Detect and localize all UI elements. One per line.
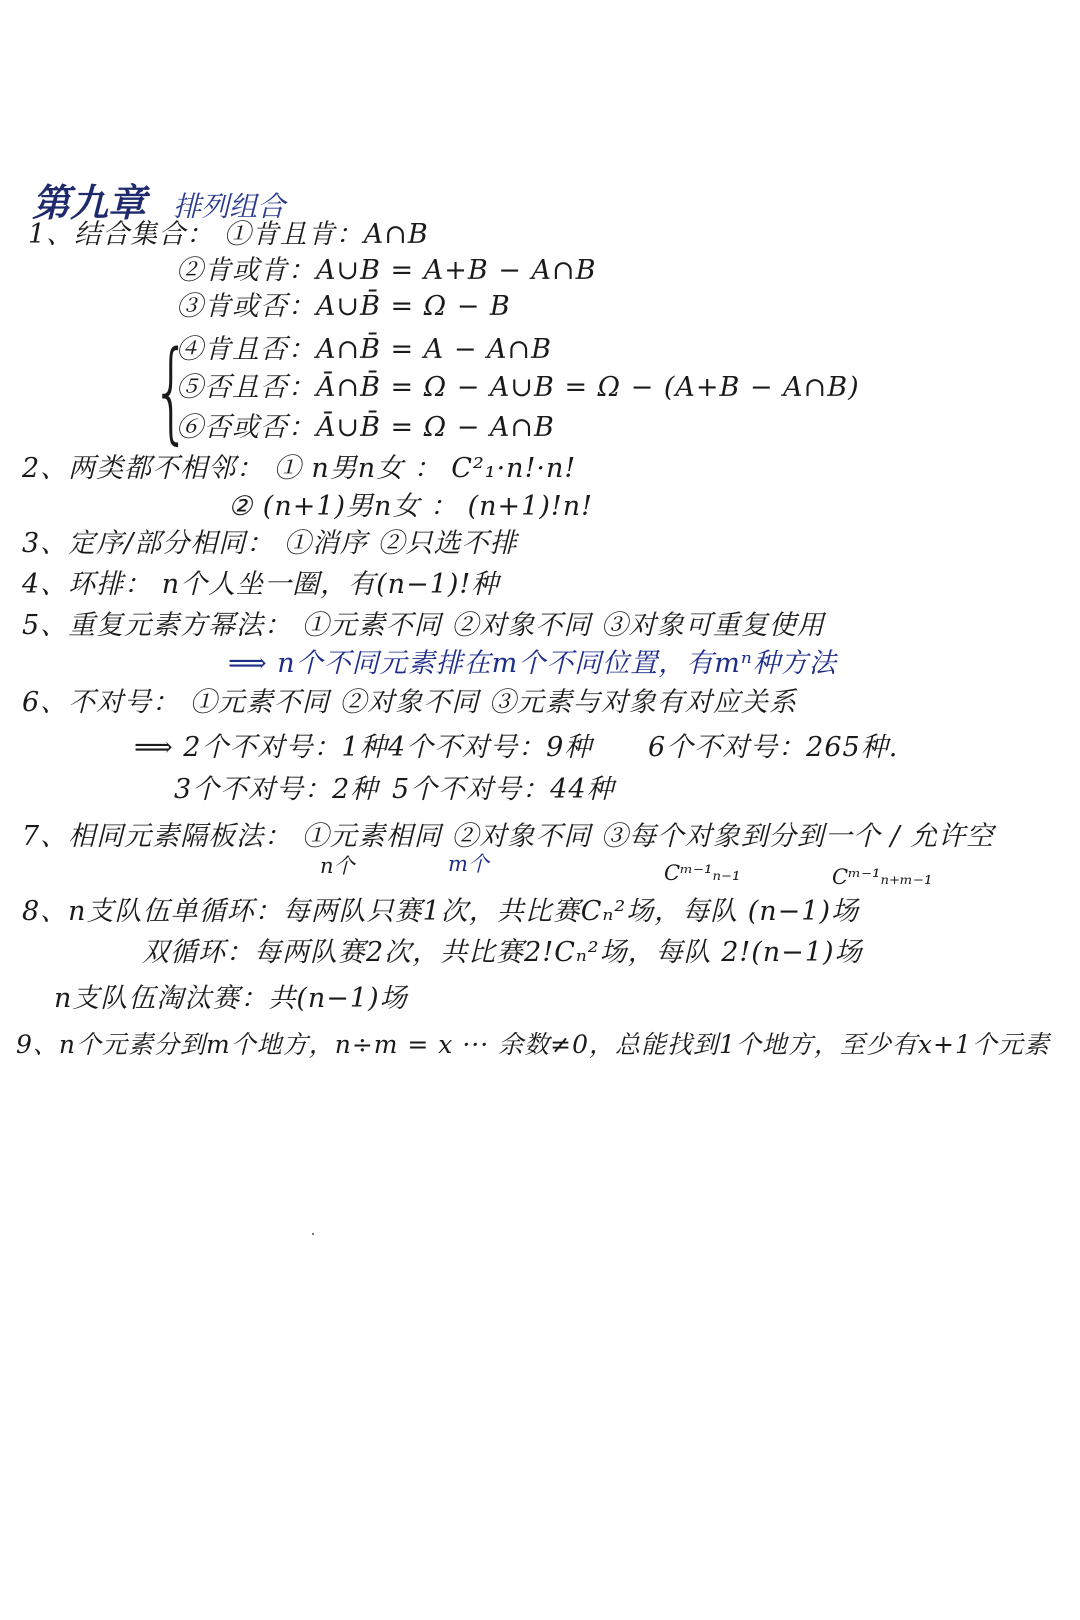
note-line-20: 9、n个元素分到m个地方，n÷m = x ··· 余数≠0，总能找到1个地方，至少有x+1个元素 [16,1030,1050,1059]
note-line-9: 3、定序/部分相同： ①消序 ②只选不排 [22,528,518,559]
note-line-18: 双循环：每两队赛2次，共比赛2!Cₙ²场，每队 2!(n−1)场 [142,937,863,968]
note-line-5: ⑤否且否：Ā∩B̄ = Ω − A∪B = Ω − (A+B − A∩B) [176,372,860,403]
chapter-number: 第九章 [32,180,147,225]
note-line-15b: 5个不对号：44种 [392,774,615,805]
note-line-3: ③肯或否：A∪B̄ = Ω − B [176,291,511,322]
note-line-14b: 4个不对号：9种 [388,732,593,763]
note-line-12: ⟹ n个不同元素排在m个不同位置，有mⁿ种方法 [228,648,837,679]
note-line-13: 6、不对号： ①元素不同 ②对象不同 ③元素与对象有对应关系 [22,687,797,718]
annotation-formula-allow-empty: Cᵐ⁻¹ₙ₊ₘ₋₁ [832,865,933,889]
note-line-6: ⑥否或否：Ā∪B̄ = Ω − A∩B [176,412,555,443]
note-line-11: 5、重复元素方幂法： ①元素不同 ②对象不同 ③对象可重复使用 [22,610,825,641]
note-line-7: 2、两类都不相邻： ① n男n女 ： C²₁·n!·n! [22,453,577,484]
note-line-2: ②肯或肯：A∪B = A+B − A∩B [176,255,597,286]
note-line-1: 1、结合集合： ①肯且肯：A∩B [28,219,429,250]
annotation-m-objects: m个 [448,852,489,876]
note-line-10: 4、环排： n个人坐一圈，有(n−1)!种 [22,569,500,600]
note-line-16: 7、相同元素隔板法： ①元素相同 ②对象不同 ③每个对象到分到一个 / 允许空 [22,821,995,852]
curly-brace-icon: { [152,327,191,455]
note-line-15a: 3个不对号：2种 [174,774,379,805]
annotation-formula-nonempty: Cᵐ⁻¹ₙ₋₁ [664,861,741,885]
chapter-topic: 排列组合 [173,190,286,223]
note-line-19: n支队伍淘汰赛：共(n−1)场 [54,983,408,1014]
note-line-4: ④肯且否：A∩B̄ = A − A∩B [176,334,553,365]
note-line-8: ② (n+1)男n女 ： (n+1)!n! [228,491,593,522]
note-line-14c: 6个不对号：265种. [648,732,899,763]
ink-dot [312,1233,314,1235]
annotation-n-elements: n个 [320,854,355,878]
note-line-17: 8、n支队伍单循环：每两队只赛1次，共比赛Cₙ²场，每队 (n−1)场 [22,896,860,927]
note-line-14a: ⟹ 2个不对号：1种 [134,732,388,763]
